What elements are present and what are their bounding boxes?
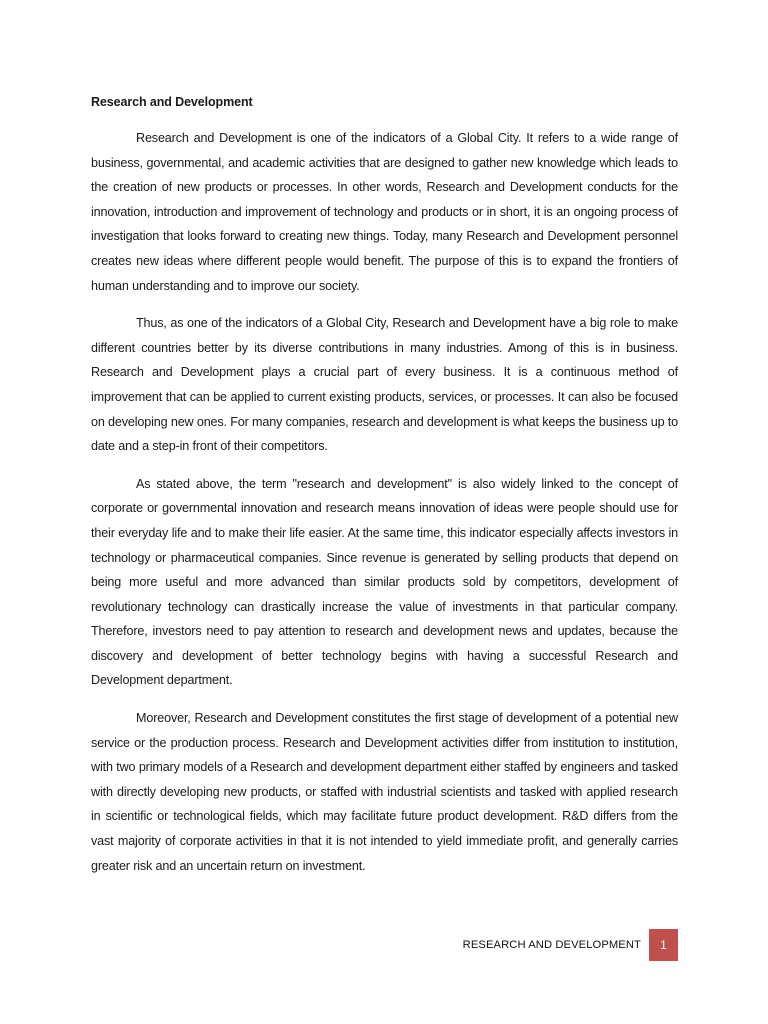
paragraph-2: Thus, as one of the indicators of a Global City, Research and Development have a big role to make different countries better by its diverse contributions in many industries. Among of this is in business. Research and Development plays a crucial part of every business. It is a continuous method of improvement that can be applied to current existing products, services, or processes. It can also be focused on developing new ones. For many companies, research and development is what keeps the business up to date and a step-in front of their competitors.	[91, 316, 678, 454]
footer-title: RESEARCH AND DEVELOPMENT	[462, 939, 641, 951]
page-number-badge: 1	[649, 929, 678, 961]
paragraph-4: Moreover, Research and Development constitutes the first stage of development of a potential new service or the production process. Research and Development activities differ from institution to institution, with two primary models of a Research and development department either staffed by engineers and tasked with directly developing new products, or staffed with industrial scientists and tasked with applied research in scientific or technological fields, which may facilitate future product development. R&D differs from the vast majority of corporate activities in that it is not intended to yield immediate profit, and generally carries greater risk and an uncertain return on investment.	[91, 711, 678, 873]
page-footer	[463, 929, 678, 961]
paragraph-3: As stated above, the term "research and development" is also widely linked to the concept of corporate or governmental innovation and research means innovation of ideas were people should use for their everyday life and to make their life easier. At the same time, this indicator especially affects investors in technology or pharmaceutical companies. Since revenue is generated by selling products that depend on being more useful and more advanced than similar products sold by competitors, development of revolutionary technology can drastically increase the value of investments in that particular company. Therefore, investors need to pay attention to research and development news and updates, because the discovery and development of better technology begins with having a successful Research and Development department.	[91, 476, 678, 688]
section-heading: Research and Development	[91, 95, 253, 109]
paragraph-1: Research and Development is one of the indicators of a Global City. It refers to a wide range of business, governmental, and academic activities that are designed to gather new knowledge which leads to the creation of new products or processes. In other words, Research and Development conducts for the innovation, introduction and improvement of technology and products or in short, it is an ongoing process of investigation that looks forward to creating new things. Today, many Research and Development personnel creates new ideas where different people would benefit. The purpose of this is to expand the frontiers of human understanding and to improve our society.	[91, 131, 678, 293]
document-body	[91, 92, 678, 891]
